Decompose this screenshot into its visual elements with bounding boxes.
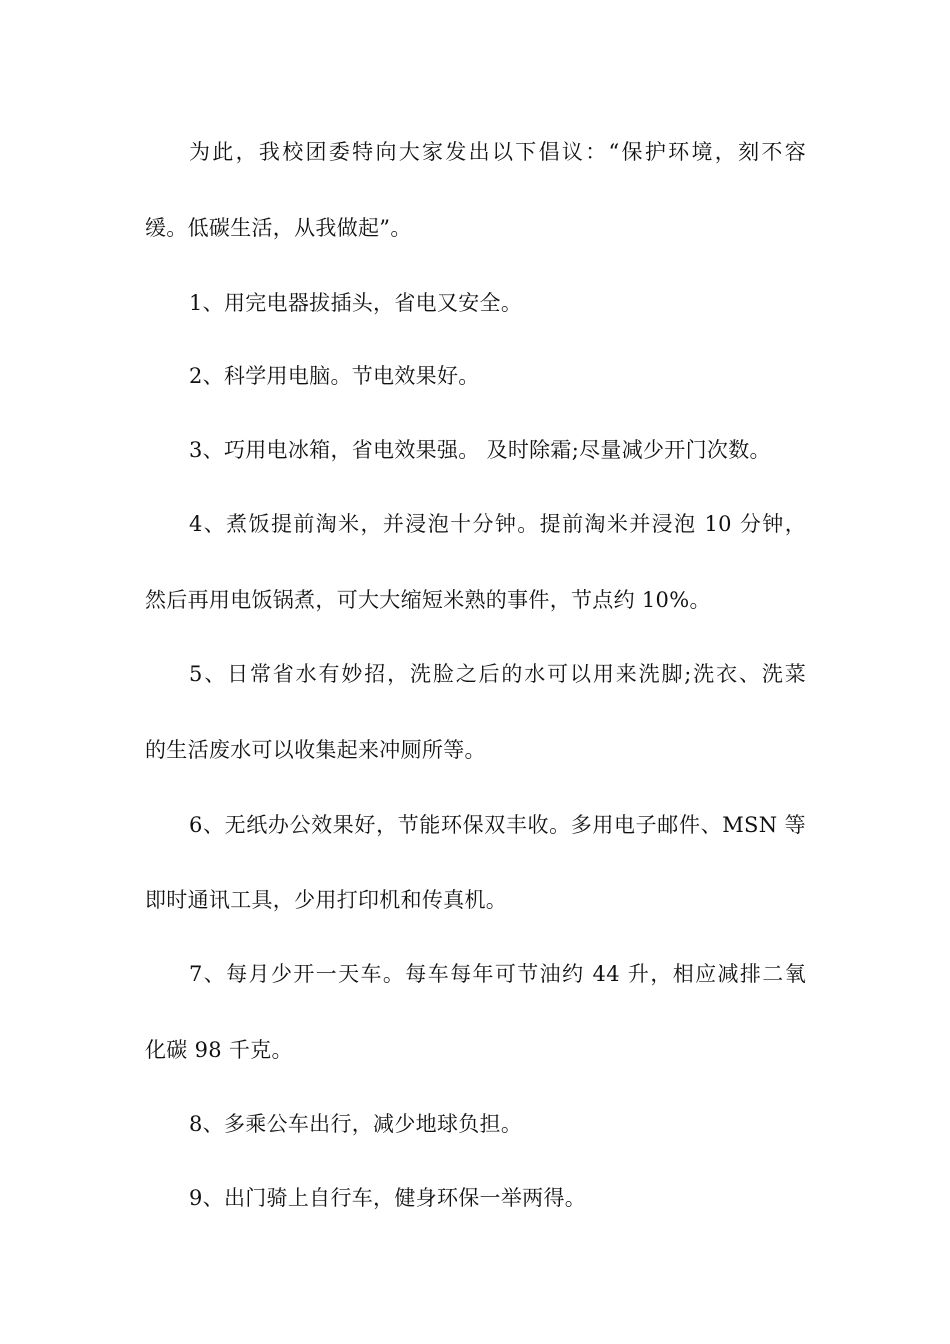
- item-6-line-2: 即时通讯工具，少用打印机和传真机。: [145, 888, 508, 912]
- item-4-line-1: 4、煮饭提前淘米，并浸泡十分钟。提前淘米并浸泡 10 分钟，: [189, 512, 806, 536]
- item-1-line-1: 1、用完电器拔插头，省电又安全。: [189, 291, 523, 315]
- item-3-line-1: 3、巧用电冰箱，省电效果强。 及时除霜;尽量减少开门次数。: [189, 438, 771, 462]
- item-7-line-2: 化碳 98 千克。: [145, 1038, 293, 1062]
- item-2-line-1: 2、科学用电脑。节电效果好。: [189, 364, 480, 388]
- item-4-line-2: 然后再用电饭锅煮，可大大缩短米熟的事件，节点约 10%。: [145, 588, 711, 612]
- item-5-line-2: 的生活废水可以收集起来冲厕所等。: [145, 738, 486, 762]
- item-7-line-1: 7、每月少开一天车。每车每年可节油约 44 升，相应减排二氧: [189, 962, 806, 986]
- item-9-line-1: 9、出门骑上自行车，健身环保一举两得。: [189, 1186, 587, 1210]
- paragraph-intro-line-2: 缓。低碳生活，从我做起”。: [145, 216, 412, 240]
- item-8-line-1: 8、多乘公车出行，减少地球负担。: [189, 1112, 523, 1136]
- item-5-line-1: 5、日常省水有妙招，洗脸之后的水可以用来洗脚;洗衣、洗菜: [189, 662, 806, 686]
- paragraph-intro-line-1: 为此，我校团委特向大家发出以下倡议：“保护环境，刻不容: [189, 140, 806, 164]
- item-6-line-1: 6、无纸办公效果好，节能环保双丰收。多用电子邮件、MSN 等: [189, 813, 806, 837]
